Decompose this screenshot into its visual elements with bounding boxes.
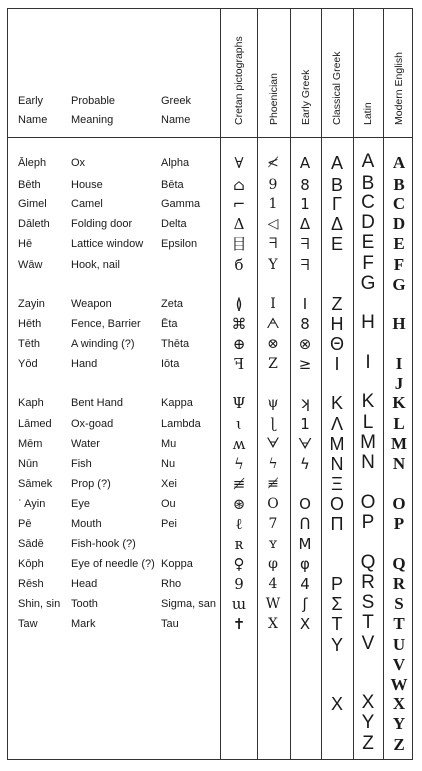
early-greek-glyph: ᗄ <box>297 435 313 453</box>
latin-glyph: R <box>361 572 375 593</box>
latin-glyph: C <box>361 192 375 213</box>
greek-name-cell: Ou <box>161 498 176 510</box>
cretan-glyph: ℓ <box>235 515 243 533</box>
phoenician-glyph: Y <box>268 257 278 273</box>
modern-english-glyph: A <box>392 153 406 172</box>
modern-english-glyph: I <box>395 354 403 373</box>
phoenician-glyph: 4 <box>268 576 278 592</box>
classical-glyph: Z <box>331 294 343 314</box>
modern-english-glyph: V <box>392 655 406 674</box>
modern-english-glyph: T <box>393 614 405 633</box>
early-greek-glyph: Δ <box>299 215 311 233</box>
meaning-cell: Ox-goad <box>71 418 114 430</box>
early-greek-glyph: ᑎ <box>299 515 311 533</box>
modern-english-glyph: X <box>392 694 406 713</box>
cretan-glyph: ♀ <box>233 555 245 573</box>
header-early-name-line1: Early <box>18 95 44 107</box>
cretan-glyph: ≢ <box>232 475 246 493</box>
cretan-glyph: ɯ <box>231 595 247 613</box>
header-greek-name-line2: Name <box>161 114 191 126</box>
meaning-cell: Water <box>71 438 100 450</box>
meaning-cell: Tooth <box>71 598 98 610</box>
early-name-cell: Shin, sin <box>18 598 61 610</box>
latin-glyph: B <box>361 173 375 194</box>
modern-english-glyph: C <box>392 194 406 213</box>
classical-glyph: P <box>330 574 344 594</box>
early-name-cell: ʿ Ayin <box>18 498 46 510</box>
greek-name-cell: Zeta <box>161 298 184 310</box>
greek-name-cell: Kappa <box>161 397 193 409</box>
classical-glyph: Δ <box>330 214 344 234</box>
cretan-glyph: ʍ <box>232 435 246 453</box>
cretan-glyph: 目 <box>231 235 247 253</box>
latin-glyph: D <box>361 212 375 233</box>
phoenician-glyph: ᗄ <box>266 436 280 452</box>
cretan-glyph: ⌐ <box>232 195 246 213</box>
early-greek-glyph: ʃ <box>302 595 308 613</box>
phoenician-glyph: X <box>268 616 278 632</box>
classical-glyph: Γ <box>332 194 342 214</box>
phoenician-glyph: ⊗ <box>267 336 279 352</box>
early-greek-glyph: ʞ <box>299 394 311 412</box>
header-divider <box>8 137 412 138</box>
modern-english-glyph: W <box>390 675 408 694</box>
alphabet-table <box>7 8 413 760</box>
early-greek-glyph: ᖷ <box>300 256 310 274</box>
phoenician-glyph: ɭ <box>270 416 276 432</box>
phoenician-glyph: 7 <box>268 516 278 532</box>
modern-english-glyph: M <box>390 434 408 453</box>
early-name-cell: Sāmek <box>18 478 53 490</box>
classical-glyph: Υ <box>330 635 344 655</box>
early-greek-glyph: ϟ <box>300 455 310 473</box>
latin-glyph: X <box>361 692 375 713</box>
classical-glyph: K <box>330 393 344 413</box>
meaning-cell: Fence, Barrier <box>71 318 141 330</box>
header-phoenician: Phoenician <box>268 73 280 125</box>
latin-glyph: V <box>361 633 375 654</box>
early-greek-glyph: 8 <box>300 176 310 194</box>
meaning-cell: Folding door <box>71 218 133 230</box>
cretan-glyph: 9 <box>234 575 244 593</box>
cretan-glyph: ⊛ <box>232 495 246 513</box>
cretan-glyph: ʀ <box>234 535 244 553</box>
modern-english-glyph: N <box>392 454 406 473</box>
phoenician-glyph: 9 <box>268 177 278 193</box>
phoenician-glyph: I <box>270 296 276 312</box>
early-greek-glyph: φ <box>300 555 310 573</box>
meaning-cell: A winding (?) <box>71 338 135 350</box>
latin-glyph: N <box>361 452 375 473</box>
phoenician-glyph: 1 <box>268 196 278 212</box>
greek-name-cell: Thēta <box>161 338 190 350</box>
classical-glyph: I <box>334 354 340 374</box>
cretan-glyph: ≬ <box>235 295 243 313</box>
greek-name-cell: Alpha <box>161 157 190 169</box>
latin-glyph: P <box>361 512 375 533</box>
phoenician-glyph: φ <box>268 556 278 572</box>
column-divider <box>383 9 384 759</box>
header-meaning-line1: Probable <box>71 95 116 107</box>
classical-glyph: Ξ <box>331 474 343 494</box>
header-classical-greek: Classical Greek <box>331 51 343 125</box>
modern-english-glyph: Y <box>392 714 406 733</box>
column-divider <box>353 9 354 759</box>
early-greek-glyph: 1 <box>300 195 310 213</box>
modern-english-glyph: Q <box>392 554 406 573</box>
header-cretan-pictographs: Cretan pictographs <box>233 36 245 125</box>
modern-english-glyph: G <box>392 275 406 294</box>
cretan-glyph: Ψ <box>232 394 246 412</box>
cretan-glyph: ꟻ <box>233 355 245 373</box>
meaning-cell: Ox <box>71 157 86 169</box>
meaning-cell: Mark <box>71 618 96 630</box>
classical-glyph: X <box>330 694 344 714</box>
column-divider <box>220 9 221 759</box>
meaning-cell: Head <box>71 578 98 590</box>
phoenician-glyph: ≮ <box>267 155 279 171</box>
early-name-cell: Yōd <box>18 358 38 370</box>
header-meaning-line2: Meaning <box>71 114 114 126</box>
cretan-glyph: ⌂ <box>233 176 245 194</box>
meaning-cell: Eye of needle (?) <box>71 558 155 570</box>
modern-english-glyph: K <box>392 393 406 412</box>
modern-english-glyph: B <box>393 175 405 194</box>
early-greek-glyph: 4 <box>300 575 310 593</box>
latin-glyph: T <box>362 612 374 633</box>
meaning-cell: Fish-hook (?) <box>71 538 136 550</box>
meaning-cell: Weapon <box>71 298 112 310</box>
classical-glyph: M <box>329 434 345 454</box>
early-name-cell: Hēth <box>18 318 42 330</box>
early-greek-glyph: 1 <box>300 415 310 433</box>
header-probable-meaning <box>71 92 115 130</box>
phoenician-glyph: ᖷ <box>268 236 278 252</box>
cretan-glyph: ⊕ <box>232 335 246 353</box>
column-divider <box>321 9 322 759</box>
meaning-cell: Mouth <box>71 518 102 530</box>
cretan-glyph: ɩ <box>236 415 242 433</box>
classical-glyph: Σ <box>331 594 343 614</box>
greek-name-cell: Pei <box>161 518 177 530</box>
modern-english-glyph: E <box>393 234 405 253</box>
greek-name-cell: Epsilon <box>161 238 198 250</box>
latin-glyph: O <box>360 492 376 513</box>
latin-glyph: L <box>362 412 374 433</box>
header-greek-name <box>161 92 191 130</box>
early-greek-glyph: A <box>299 154 311 172</box>
early-greek-glyph: ≥ <box>298 355 312 373</box>
column-divider <box>257 9 258 759</box>
phoenician-glyph: ≢ <box>267 476 279 492</box>
greek-name-cell: Xei <box>161 478 177 490</box>
greek-name-cell: Delta <box>161 218 187 230</box>
modern-english-glyph: H <box>392 314 406 333</box>
phoenician-glyph: ᗅ <box>266 316 280 332</box>
early-name-cell: Zayin <box>18 298 45 310</box>
classical-glyph: Θ <box>329 334 345 354</box>
meaning-cell: Hand <box>71 358 98 370</box>
greek-name-cell: Bēta <box>161 179 184 191</box>
meaning-cell: Bent Hand <box>71 397 123 409</box>
early-name-cell: Gimel <box>18 198 47 210</box>
early-name-cell: Wāw <box>18 259 43 271</box>
modern-english-glyph: L <box>393 414 405 433</box>
latin-glyph: G <box>360 273 376 294</box>
meaning-cell: Prop (?) <box>71 478 111 490</box>
early-greek-glyph: I <box>302 295 308 313</box>
modern-english-glyph: Z <box>393 735 405 754</box>
header-early-greek: Early Greek <box>300 69 312 125</box>
early-name-cell: Mēm <box>18 438 43 450</box>
classical-glyph: Π <box>330 514 344 534</box>
early-name-cell: Taw <box>18 618 38 630</box>
greek-name-cell: Nu <box>161 458 176 470</box>
latin-glyph: K <box>361 391 375 412</box>
greek-name-cell: Lambda <box>161 418 201 430</box>
modern-english-glyph: P <box>393 514 405 533</box>
early-name-cell: Rēsh <box>18 578 44 590</box>
meaning-cell: Hook, nail <box>71 259 120 271</box>
early-name-cell: Āleph <box>18 157 47 169</box>
greek-name-cell: Koppa <box>161 558 193 570</box>
latin-glyph: M <box>360 432 376 453</box>
early-name-cell: Kaph <box>18 397 44 409</box>
latin-glyph: I <box>365 352 371 373</box>
modern-english-glyph: O <box>392 494 406 513</box>
latin-glyph: Z <box>362 733 374 754</box>
latin-glyph: Q <box>360 552 376 573</box>
modern-english-glyph: J <box>394 374 404 393</box>
early-greek-glyph: 8 <box>300 315 310 333</box>
cretan-glyph: ✝ <box>232 615 246 633</box>
header-early-name-line2: Name <box>18 114 48 126</box>
latin-glyph: E <box>361 232 375 253</box>
early-name-cell: Nūn <box>18 458 39 470</box>
classical-glyph: N <box>330 454 344 474</box>
early-name-cell: Pē <box>18 518 32 530</box>
phoenician-glyph: Z <box>268 356 278 372</box>
cretan-glyph: б <box>234 256 244 274</box>
classical-glyph: A <box>330 153 344 173</box>
column-divider <box>290 9 291 759</box>
meaning-cell: Camel <box>71 198 103 210</box>
cretan-glyph: ∀ <box>234 154 244 172</box>
phoenician-glyph: ψ <box>267 395 279 411</box>
early-name-cell: Lāmed <box>18 418 52 430</box>
greek-name-cell: Iōta <box>161 358 180 370</box>
classical-glyph: O <box>329 494 345 514</box>
modern-english-glyph: D <box>392 214 406 233</box>
early-name-cell: Hē <box>18 238 33 250</box>
modern-english-glyph: U <box>392 635 406 654</box>
greek-name-cell: Tau <box>161 618 179 630</box>
latin-glyph: S <box>361 592 375 613</box>
classical-glyph: E <box>330 234 344 254</box>
meaning-cell: House <box>71 179 103 191</box>
latin-glyph: H <box>361 312 375 333</box>
modern-english-glyph: S <box>394 594 404 613</box>
phoenician-glyph: O <box>267 496 279 512</box>
greek-name-cell: Ēta <box>161 318 178 330</box>
classical-glyph: H <box>330 314 344 334</box>
greek-name-cell: Rho <box>161 578 182 590</box>
early-greek-glyph: O <box>299 495 311 513</box>
classical-glyph: B <box>330 175 344 195</box>
meaning-cell: Lattice window <box>71 238 144 250</box>
greek-name-cell: Sigma, san <box>161 598 217 610</box>
early-name-cell: Sādē <box>18 538 44 550</box>
early-greek-glyph: M <box>298 535 312 553</box>
early-greek-glyph: X <box>299 615 311 633</box>
greek-name-cell: Mu <box>161 438 177 450</box>
modern-english-glyph: R <box>392 574 406 593</box>
header-modern-english: Modern English <box>393 52 405 125</box>
phoenician-glyph: ʏ <box>268 536 278 552</box>
header-early-name <box>18 92 47 130</box>
cretan-glyph: ⌘ <box>231 315 247 333</box>
greek-name-cell: Gamma <box>161 198 201 210</box>
latin-glyph: F <box>362 253 374 274</box>
early-name-cell: Kōph <box>18 558 44 570</box>
phoenician-glyph: W <box>265 596 281 612</box>
meaning-cell: Eye <box>71 498 90 510</box>
modern-english-glyph: F <box>393 255 405 274</box>
phoenician-glyph: ◁ <box>267 216 279 232</box>
early-name-cell: Bēth <box>18 179 41 191</box>
header-latin: Latin <box>362 102 374 125</box>
early-name-cell: Tēth <box>18 338 41 350</box>
meaning-cell: Fish <box>71 458 92 470</box>
early-greek-glyph: ⊗ <box>298 335 312 353</box>
early-name-cell: Dāleth <box>18 218 50 230</box>
classical-glyph: T <box>331 614 343 634</box>
cretan-glyph: Δ <box>233 215 245 233</box>
latin-glyph: A <box>361 151 375 172</box>
classical-glyph: Λ <box>330 414 344 434</box>
cretan-glyph: ϟ <box>234 455 244 473</box>
header-greek-name-line1: Greek <box>161 95 191 107</box>
phoenician-glyph: ϟ <box>268 456 278 472</box>
early-greek-glyph: ᖷ <box>300 235 310 253</box>
latin-glyph: Y <box>361 712 375 733</box>
